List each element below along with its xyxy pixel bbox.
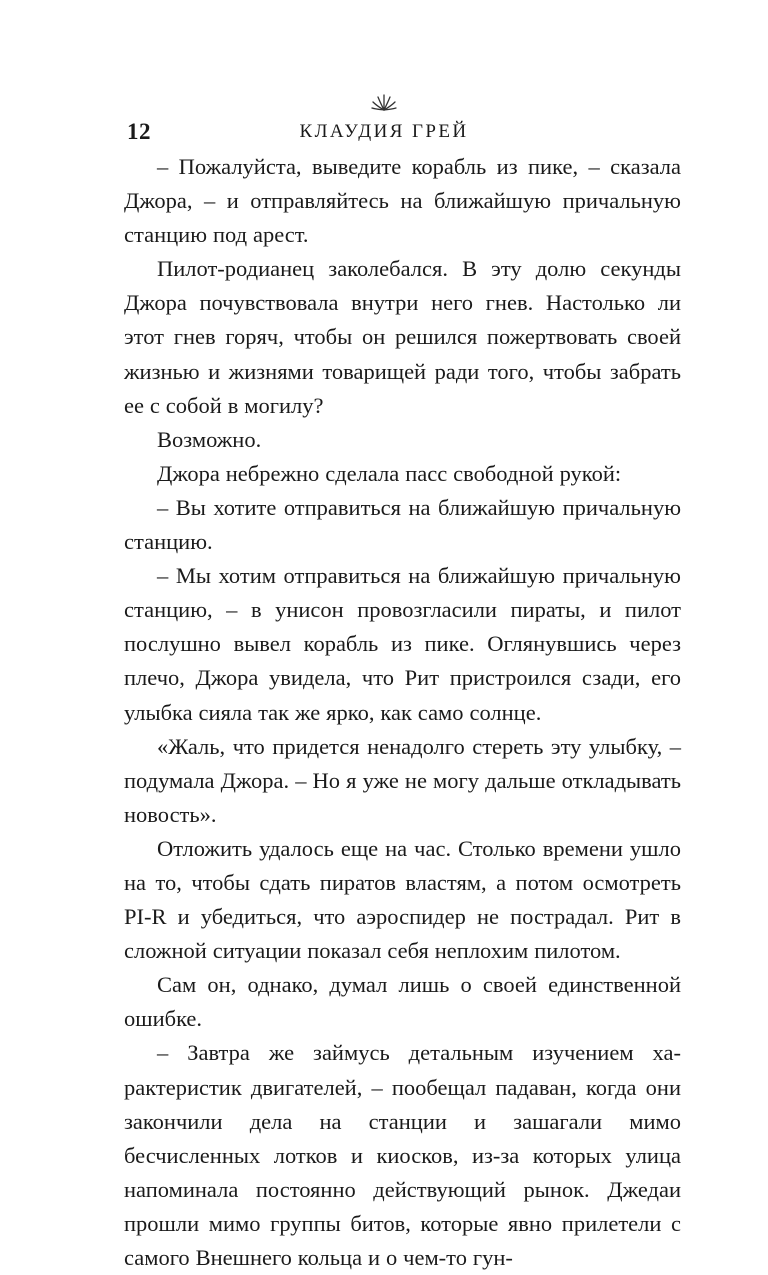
paragraph: Отложить удалось еще на час. Столько времени ушло на то, чтобы сдать пиратов властям, а потом осмотреть PI-R и убедиться, что аэроспидер не пострадал. Рит в сложной ситуации показал себя неплохим пилотом. <box>124 835 681 964</box>
paragraph: – Завтра же займусь детальным изучением характеристик двигателей, – пообещал падаван, когда они закончили дела на станции и зашагали мимо бесчисленных лотков и киосков, из-за которых улица напоминала постоянно действующий рынок. Джедаи прошли мимо группы битов, которые явно прилетели с самого Внешнего кольца и о чем-то гун- <box>124 1040 681 1270</box>
paragraph: – Пожалуйста, выведите корабль из пике, – сказала Джора, – и отправляйтесь на ближайшую причальную станцию под арест. <box>124 154 681 248</box>
paragraph: Сам он, однако, думал лишь о своей единственной ошибке. <box>124 972 681 1032</box>
lotus-ornament-icon <box>371 92 397 112</box>
paragraph: «Жаль, что придется ненадолго стереть эту улыбку, – подумала Джора. – Но я уже не могу дальше откладывать новость». <box>124 733 681 827</box>
paragraph: Пилот-родианец заколебался. В эту долю секунды Джора почувствовала внутри него гнев. Настолько ли этот гнев горяч, чтобы он решился пожертвовать своей жизнью и жизнями товарищей ради того, чтобы забрать ее с собой в могилу? <box>124 256 681 418</box>
paragraph: Джора небрежно сделала пасс свободной рукой: <box>157 460 622 486</box>
book-body-text <box>124 150 681 1275</box>
page-number: 12 <box>127 119 151 144</box>
paragraph: Возможно. <box>157 426 262 452</box>
paragraph: – Мы хотим отправиться на ближайшую причальную станцию, – в унисон провозгласили пираты, и пилот послушно вывел корабль из пике. Оглянувшись через плечо, Джора увидела, что Рит пристроился сзади, его улыбка сияла так же ярко, как само солнце. <box>124 563 681 725</box>
running-head-author: КЛАУДИЯ ГРЕЙ <box>299 121 469 142</box>
paragraph: – Вы хотите отправиться на ближайшую причальную станцию. <box>124 494 681 555</box>
